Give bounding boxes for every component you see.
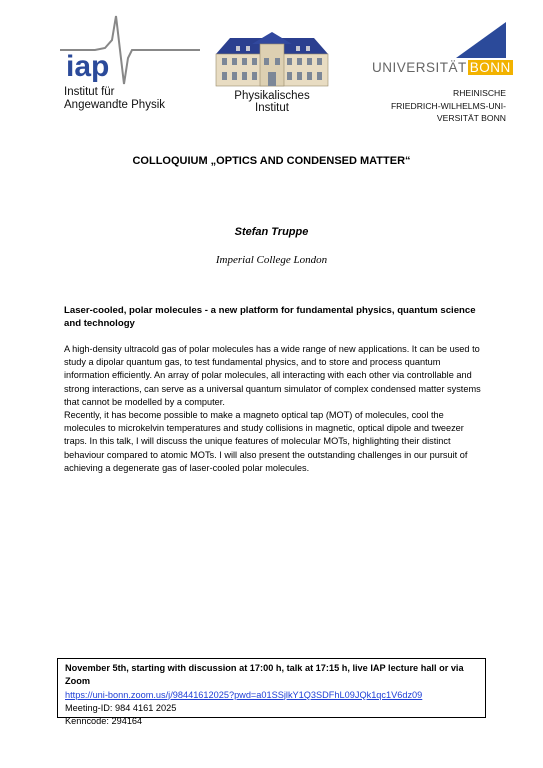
- zoom-link[interactable]: https://uni-bonn.zoom.us/j/98441612025?pwd=a01SSjlkY1Q3SDFhL09JQk1qc1V6dz09: [65, 689, 423, 700]
- speaker-name: Stefan Truppe: [234, 226, 309, 238]
- iap-name-line2: Angewandte Physik: [64, 99, 166, 111]
- iap-name: [64, 86, 165, 112]
- bonn-logo-mark: [456, 22, 506, 58]
- bonn-name-line1: RHEINISCHE: [452, 88, 506, 98]
- colloquium-title: COLLOQUIUM „OPTICS AND CONDENSED MATTER“: [132, 155, 411, 167]
- abstract: [64, 343, 482, 475]
- meeting-id: Meeting-ID: 984 4161 2025: [65, 702, 177, 713]
- kenncode: Kenncode: 294164: [65, 716, 143, 727]
- iap-logo-text: iap: [66, 50, 110, 83]
- iap-name-line1: Institut für: [64, 86, 115, 98]
- physics-name-line1: Physikalisches: [234, 90, 310, 102]
- event-info-box: [57, 658, 486, 727]
- bonn-word-main: UNIVERSITÄT: [372, 60, 467, 75]
- speaker-affiliation: Imperial College London: [215, 254, 328, 266]
- bonn-name-line2: FRIEDRICH-WILHELMS-UNI-: [390, 100, 506, 111]
- bonn-university-name: [370, 87, 506, 125]
- physics-name-line2: Institut: [255, 102, 289, 114]
- institute-building-image: [212, 30, 332, 88]
- abstract-paragraph-2: Recently, it has become possible to make a magneto optical tap (MOT) of molecules, cool the molecules to microkelvin temperatures and study collisions in magnetic, optical dipole and tweezer traps. In this talk, I will discuss the unique features of molecular MOTs, highlighting their distinct behaviour compared to atomic MOTs. I will also present the outstanding challenges in our pursuit of achieving a degenerate gas of laser-cooled polar molecules.: [64, 410, 468, 473]
- bonn-word-box: BONN: [469, 60, 511, 75]
- bonn-name-line3: VERSITÄT BONN: [436, 113, 506, 123]
- abstract-paragraph-1: A high-density ultracold gas of polar molecules has a wide range of new applications. It can be used to study a dipolar quantum gas, to test fundamental physics, and to store and process quantum information efficiently. An array of polar molecules, all interacting with each other via controllable and strong interactions, can serve as a universal quantum simulator of complex condensed matter systems that cannot be modelled by a computer.: [64, 344, 481, 407]
- talk-title: Laser-cooled, polar molecules - a new platform for fundamental physics, quantum science and technology: [64, 305, 476, 329]
- bonn-logo-wordmark: [372, 60, 513, 75]
- physics-institute-name: [200, 90, 344, 114]
- event-date-time: November 5th, starting with discussion at 17:00 h, talk at 17:15 h, live IAP lecture hall or via Zoom: [65, 663, 464, 687]
